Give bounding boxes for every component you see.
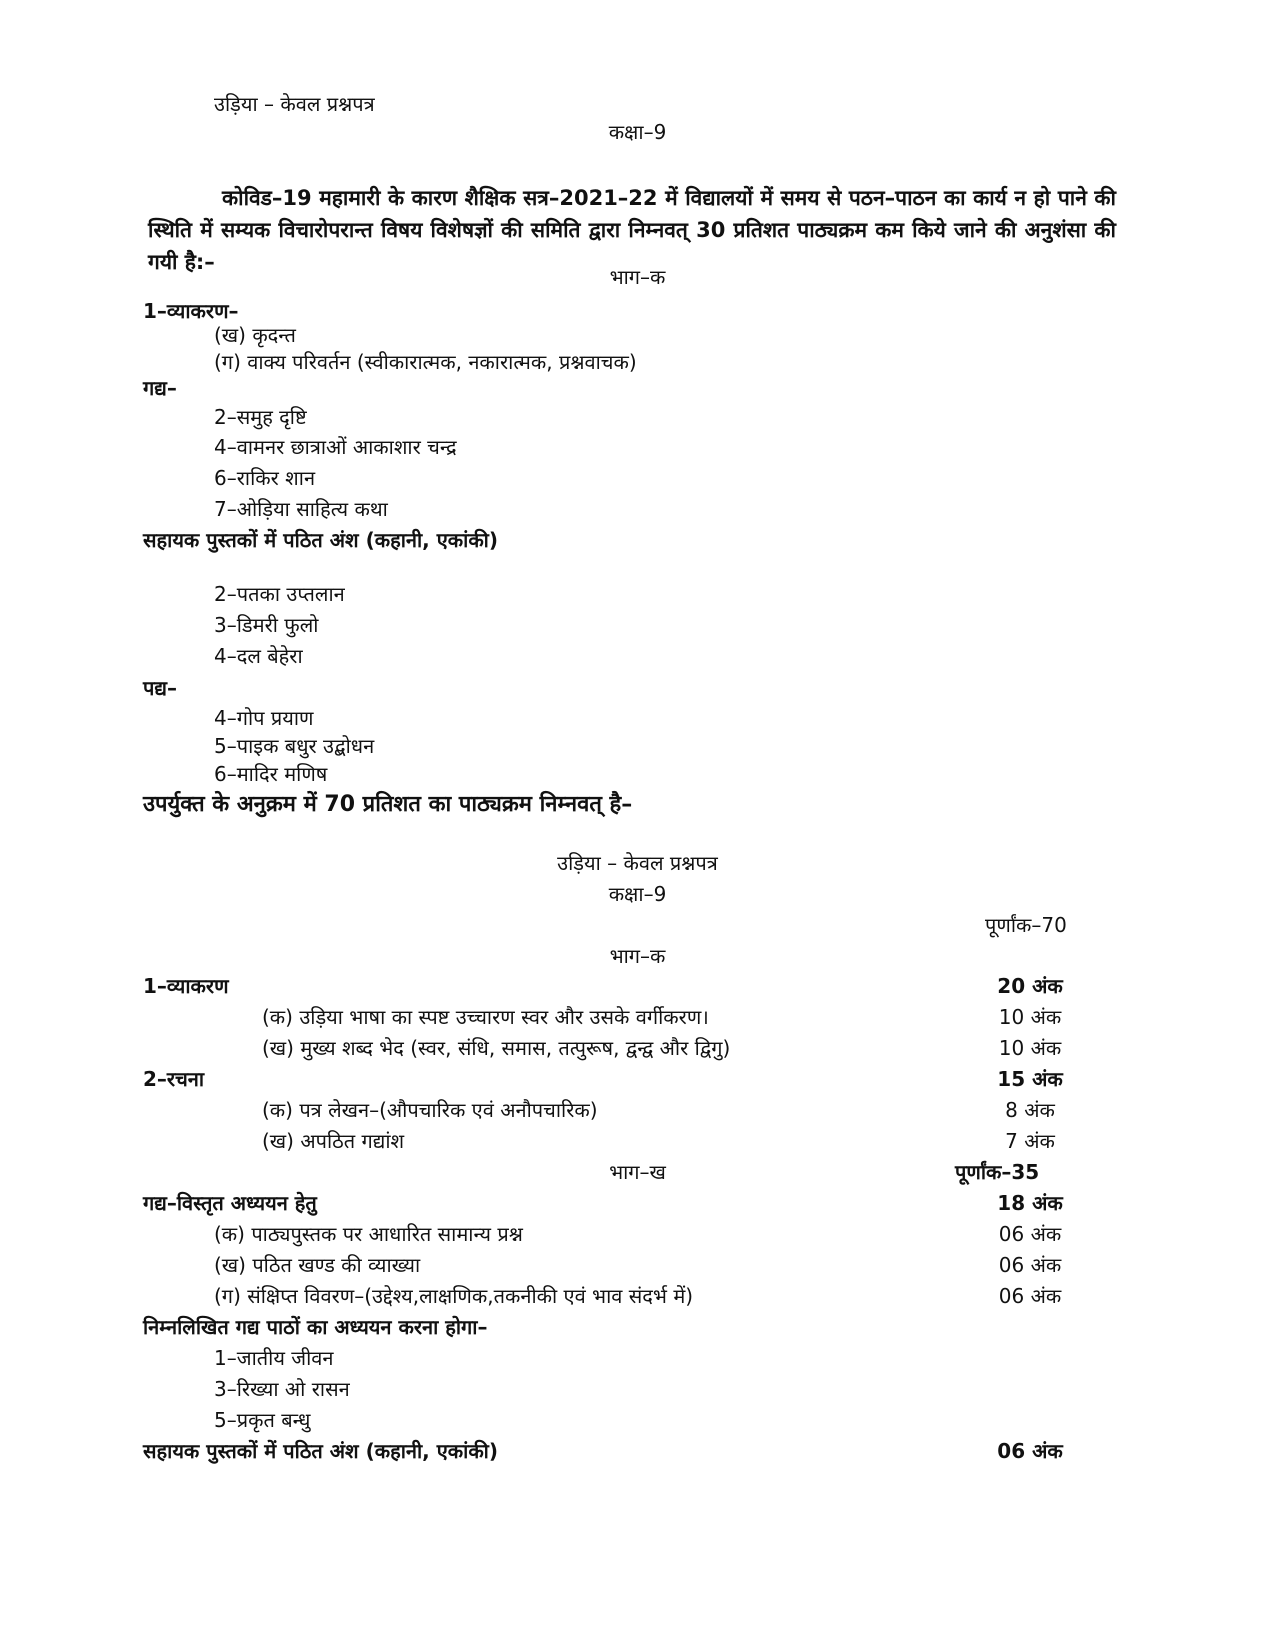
list-item: 5–प्रकृत बन्धु <box>214 1408 311 1432</box>
table-row-marks: 7 अंक <box>1005 1129 1055 1153</box>
table-row-marks: 06 अंक <box>998 1222 1062 1246</box>
section1-closing: उपर्युक्त के अनुक्रम में 70 प्रतिशत का पाठ्यक्रम निम्नवत् है– <box>143 792 633 817</box>
section2-grammar-heading: 1–व्याकरण <box>143 974 229 998</box>
table-row-text: (ख) अपठित गद्यांश <box>262 1129 405 1153</box>
section1-poetry-heading: पद्य– <box>143 676 177 700</box>
section2-composition-marks: 15 अंक <box>997 1067 1063 1091</box>
section1-part-label: भाग–क <box>609 265 666 289</box>
table-row-text: (ख) पठित खण्ड की व्याख्या <box>214 1253 421 1277</box>
section2-prose-marks: 18 अंक <box>997 1191 1063 1215</box>
section2-title: उड़िया – केवल प्रश्नपत्र <box>557 851 718 875</box>
table-row-marks: 06 अंक <box>998 1284 1062 1308</box>
table-row-marks: 8 अंक <box>1005 1098 1055 1122</box>
list-item: (ख) कृदन्त <box>214 323 296 347</box>
section2-composition-heading: 2–रचना <box>143 1067 205 1091</box>
section2-supp-marks: 06 अंक <box>997 1439 1063 1463</box>
list-item: 4–वामनर छात्राओं आकाशार चन्द्र <box>214 435 457 459</box>
list-item: 7–ओड़िया साहित्य कथा <box>214 497 388 521</box>
section2-prose-heading: गद्य–विस्तृत अध्ययन हेतु <box>143 1191 317 1215</box>
list-item: 5–पाइक बधुर उद्बोधन <box>214 734 375 758</box>
list-item: 4–दल बेहेरा <box>214 644 303 668</box>
section2-grammar-marks: 20 अंक <box>997 974 1063 998</box>
list-item: 2–पतका उप्तलान <box>214 582 345 606</box>
table-row-text: (क) उड़िया भाषा का स्पष्ट उच्चारण स्वर और उसके वर्गीकरण। <box>262 1005 709 1029</box>
list-item: 6–राकिर शान <box>214 466 316 490</box>
section1-prose-heading: गद्य– <box>143 376 177 400</box>
table-row-text: (क) पत्र लेखन–(औपचारिक एवं अनौपचारिक) <box>262 1098 598 1122</box>
list-item: 4–गोप प्रयाण <box>214 706 314 730</box>
section2-total-marks: पूर्णांक–70 <box>985 913 1067 937</box>
section2-part-a-label: भाग–क <box>609 944 666 968</box>
list-item: 3–डिमरी फुलो <box>214 613 319 637</box>
section1-title: उड़िया – केवल प्रश्नपत्र <box>214 92 375 116</box>
list-item: 6–मादिर मणिष <box>214 762 328 786</box>
list-item: 3–रिख्या ओ रासन <box>214 1377 350 1401</box>
section1-grammar-heading: 1–व्याकरण– <box>143 299 239 323</box>
section2-lessons-heading: निम्नलिखित गद्य पाठों का अध्ययन करना होगा– <box>143 1315 488 1339</box>
table-row-marks: 06 अंक <box>998 1253 1062 1277</box>
list-item: 1–जातीय जीवन <box>214 1346 334 1370</box>
table-row-text: (ख) मुख्य शब्द भेद (स्वर, संधि, समास, तत्पुरूष, द्वन्द्व और द्विगु) <box>262 1036 731 1060</box>
section2-part-b-label: भाग–ख <box>609 1160 666 1184</box>
list-item: 2–समुह दृष्टि <box>214 405 307 429</box>
section2-supp-heading: सहायक पुस्तकों में पठित अंश (कहानी, एकांकी) <box>143 1439 498 1463</box>
section1-supp-heading: सहायक पुस्तकों में पठित अंश (कहानी, एकांकी) <box>143 528 498 552</box>
section1-intro-text: कोविड–19 महामारी के कारण शैक्षिक सत्र–2021–22 में विद्यालयों में समय से पठन–पाठन का कार्य न हो पाने की स्थिति में सम्यक विचारोपरान्त विषय विशेषज्ञों की समिति द्वारा निम्नवत् 30 प्रतिशत पाठ्यक्रम कम किये जाने की अनुशंसा की गयी है:– <box>148 186 1116 274</box>
section1-class-label: कक्षा–9 <box>608 120 667 144</box>
table-row-text: (ग) संक्षिप्त विवरण–(उद्देश्य,लाक्षणिक,तकनीकी एवं भाव संदर्भ में) <box>214 1284 694 1308</box>
section2-class-label: कक्षा–9 <box>608 882 667 906</box>
section2-part-b-marks: पूर्णांक–35 <box>955 1160 1040 1184</box>
table-row-text: (क) पाठ्यपुस्तक पर आधारित सामान्य प्रश्न <box>214 1222 523 1246</box>
table-row-marks: 10 अंक <box>998 1036 1062 1060</box>
table-row-marks: 10 अंक <box>998 1005 1062 1029</box>
list-item: (ग) वाक्य परिवर्तन (स्वीकारात्मक, नकारात्मक, प्रश्नवाचक) <box>214 350 637 374</box>
